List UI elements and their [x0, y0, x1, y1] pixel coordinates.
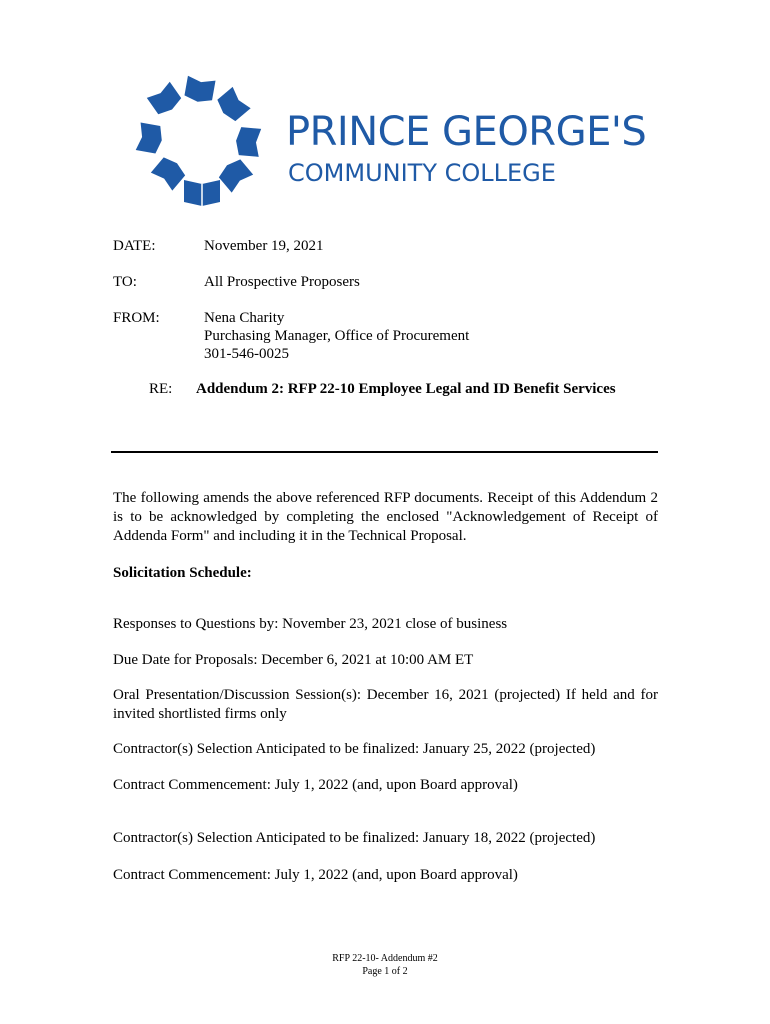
schedule-item: Contract Commencement: July 1, 2022 (and, upon Board approval)	[113, 867, 518, 883]
page-number: Page 1 of 2	[362, 966, 408, 977]
schedule-item: Contract Commencement: July 1, 2022 (and, upon Board approval)	[113, 777, 518, 793]
from-phone: 301-546-0025	[204, 346, 289, 362]
re-label: RE:	[149, 381, 173, 397]
header-divider	[111, 451, 658, 453]
from-name: Nena Charity	[204, 310, 285, 326]
schedule-item: Due Date for Proposals: December 6, 2021 at 10:00 AM ET	[113, 652, 474, 668]
schedule-item: Contractor(s) Selection Anticipated to be finalized: January 25, 2022 (projected)	[113, 741, 596, 757]
date-label: DATE:	[113, 238, 156, 254]
re-subject: Addendum 2: RFP 22-10 Employee Legal and ID Benefit Services	[196, 381, 616, 397]
schedule-heading: Solicitation Schedule:	[113, 565, 252, 581]
to-value: All Prospective Proposers	[204, 274, 360, 290]
book-ring-icon	[122, 70, 272, 210]
schedule-item: Oral Presentation/Discussion Session(s): December 16, 2021 (projected) If held and for invited shortlisted firms only	[113, 687, 658, 722]
footer-document-id: RFP 22-10- Addendum #2	[332, 953, 438, 964]
to-label: TO:	[113, 274, 137, 290]
from-title: Purchasing Manager, Office of Procurement	[204, 328, 470, 344]
schedule-item: Responses to Questions by: November 23, 2021 close of business	[113, 616, 508, 632]
college-name-line2: COMMUNITY COLLEGE	[288, 159, 556, 187]
from-label: FROM:	[113, 310, 160, 326]
date-value: November 19, 2021	[204, 238, 324, 254]
schedule-item: Contractor(s) Selection Anticipated to be finalized: January 18, 2022 (projected)	[113, 830, 596, 846]
college-name-line1: PRINCE GEORGE'S	[286, 109, 647, 155]
intro-paragraph: The following amends the above referenced RFP documents. Receipt of this Addendum 2 is to be acknowledged by completing the enclosed "Acknowledgement of Receipt of Addenda Form" and including it in the Technical Proposal.	[113, 490, 658, 544]
